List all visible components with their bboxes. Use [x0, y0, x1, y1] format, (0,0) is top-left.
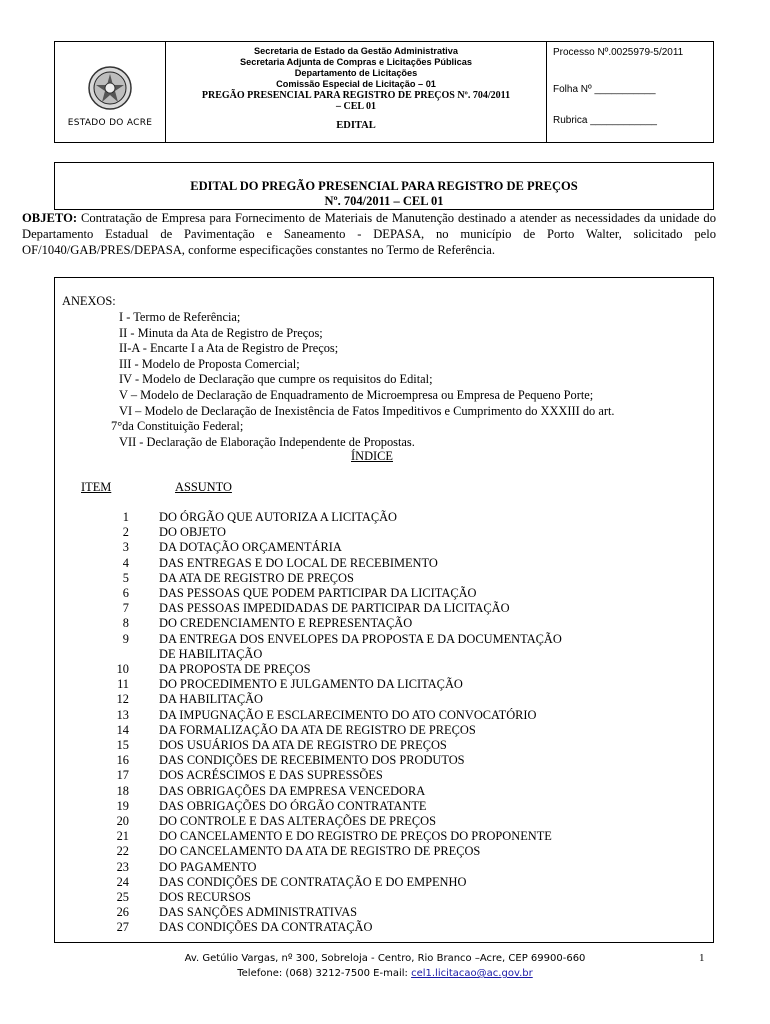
index-row — [55, 768, 715, 783]
index-row — [55, 571, 715, 586]
index-item-number: 5 — [122, 570, 129, 585]
index-item-number: 10 — [116, 662, 129, 677]
index-item-number — [55, 647, 159, 662]
index-item-number: 15 — [116, 738, 129, 753]
annex-item: I - Termo de Referência; — [119, 310, 241, 324]
index-row — [55, 799, 715, 814]
index-item-number: 2 — [122, 525, 129, 540]
index-row — [55, 540, 715, 555]
index-item-number: 1 — [122, 510, 129, 524]
state-seal-icon — [87, 65, 133, 111]
index-row — [55, 875, 715, 890]
index-item-title: DOS USUÁRIOS DA ATA DE REGISTRO DE PREÇOS — [159, 738, 447, 753]
footer-contact — [0, 966, 770, 981]
index-item-title: DE HABILITAÇÃO — [159, 646, 263, 661]
footer-address: Av. Getúlio Vargas, nº 300, Sobreloja - Centro, Rio Branco –Acre, CEP 69900-660 — [184, 953, 586, 964]
pregao-title: PREGÃO PRESENCIAL PARA REGISTRO DE PREÇOS Nº. 704/2011 — [201, 90, 511, 101]
index-row — [55, 829, 715, 844]
page-number: 1 — [699, 952, 705, 964]
index-item-number: 14 — [116, 722, 129, 737]
state-label: ESTADO DO ACRE — [67, 118, 153, 128]
index-item-title: DA HABILITAÇÃO — [159, 692, 263, 707]
index-row — [55, 753, 715, 768]
index-item-number: 24 — [116, 874, 129, 889]
page-footer — [0, 951, 770, 981]
edital-number: Nº. 704/2011 – CEL 01 — [324, 194, 444, 208]
footer-email-link[interactable]: cel1.licitacao@ac.gov.br — [411, 968, 533, 979]
index-row — [55, 616, 715, 631]
index-row — [55, 814, 715, 829]
index-item-title: DA FORMALIZAÇÃO DA ATA DE REGISTRO DE PREÇOS — [159, 722, 476, 737]
indice-heading: ÍNDICE — [351, 449, 393, 463]
index-item-title: DO CANCELAMENTO E DO REGISTRO DE PREÇOS DO PROPONENTE — [159, 829, 552, 844]
index-row — [55, 905, 715, 920]
index-item-number: 19 — [116, 798, 129, 813]
index-row — [55, 586, 715, 601]
folha-field: Folha Nº ___________ — [553, 84, 656, 95]
index-item-number: 26 — [116, 905, 129, 920]
agency-line: Departamento de Licitações — [294, 68, 418, 78]
anexos-title: ANEXOS: — [62, 294, 116, 308]
index-row — [55, 890, 715, 905]
item-column-header: ITEM — [81, 480, 112, 494]
index-row — [55, 708, 715, 723]
index-row — [55, 723, 715, 738]
logo-cell — [55, 42, 166, 142]
index-item-number: 8 — [122, 616, 129, 631]
index-item-title: DO PAGAMENTO — [159, 859, 257, 874]
annex-item-continuation: 7°da Constituição Federal; — [111, 419, 244, 434]
index-item-number: 7 — [122, 601, 129, 616]
annex-item: V – Modelo de Declaração de Enquadramento de Microempresa ou Empresa de Pequeno Porte; — [119, 387, 594, 402]
index-item-title: DO PROCEDIMENTO E JULGAMENTO DA LICITAÇÃO — [159, 677, 463, 692]
edital-title: EDITAL DO PREGÃO PRESENCIAL PARA REGISTRO DE PREÇOS — [190, 179, 578, 193]
index-row — [55, 692, 715, 707]
index-item-number: 3 — [122, 540, 129, 555]
objeto-label: OBJETO: — [22, 211, 78, 225]
edital-title-box — [54, 162, 714, 210]
assunto-column-header: ASSUNTO — [175, 480, 232, 494]
index-item-title: DAS PESSOAS IMPEDIDADAS DE PARTICIPAR DA LICITAÇÃO — [159, 601, 510, 616]
index-item-number: 16 — [116, 753, 129, 768]
footer-phone: Telefone: (068) 3212-7500 E-mail: — [237, 968, 412, 979]
index-row — [55, 920, 715, 935]
index-item-number: 11 — [117, 677, 129, 692]
index-row — [55, 632, 715, 647]
index-item-title: DO CANCELAMENTO DA ATA DE REGISTRO DE PREÇOS — [159, 844, 481, 859]
cel-label: – CEL 01 — [335, 101, 376, 112]
index-item-title: DAS CONDIÇÕES DE CONTRATAÇÃO E DO EMPENHO — [159, 874, 467, 889]
index-item-number: 23 — [116, 859, 129, 874]
index-row — [55, 677, 715, 692]
index-row — [55, 738, 715, 753]
annex-item: II-A - Encarte I a Ata de Registro de Preços; — [119, 341, 339, 356]
index-item-title: DAS ENTREGAS E DO LOCAL DE RECEBIMENTO — [159, 555, 438, 570]
index-item-title: DA ATA DE REGISTRO DE PREÇOS — [159, 570, 354, 585]
index-item-number: 20 — [116, 814, 129, 829]
index-item-number: 12 — [116, 692, 129, 707]
index-row — [55, 784, 715, 799]
header-agency-cell — [166, 42, 547, 142]
index-row — [55, 525, 715, 540]
annex-item: II - Minuta da Ata de Registro de Preços; — [119, 325, 323, 340]
index-item-title: DAS CONDIÇÕES DE RECEBIMENTO DOS PRODUTOS — [159, 753, 465, 768]
agency-line: Secretaria de Estado da Gestão Administrativa — [254, 46, 458, 56]
index-row — [55, 844, 715, 859]
objeto-text: Contratação de Empresa para Fornecimento de Materiais de Manutenção destinado a atender as necessidades da unidade do Departamento Estadual de Pavimentação e Saneamento - DEPASA, no município de Porto Walter, solicitado pelo OF/1040/GAB/PRES/DEPASA, conforme especificações constantes no Termo de Referência. — [22, 211, 716, 257]
edital-label: EDITAL — [336, 120, 376, 131]
index-item-number: 9 — [122, 631, 129, 646]
index-row — [55, 647, 715, 662]
agency-line: Comissão Especial de Licitação – 01 — [276, 79, 436, 89]
index-item-title: DAS CONDIÇÕES DA CONTRATAÇÃO — [159, 920, 373, 935]
header-process-cell — [547, 42, 713, 142]
index-item-title: DO ÓRGÃO QUE AUTORIZA A LICITAÇÃO — [159, 510, 397, 524]
annex-list — [111, 310, 709, 450]
index-row — [55, 601, 715, 616]
index-item-title: DO CONTROLE E DAS ALTERAÇÕES DE PREÇOS — [159, 814, 436, 829]
annex-item: VII - Declaração de Elaboração Independente de Propostas. — [119, 434, 415, 449]
processo-number: Processo Nº.0025979-5/2011 — [553, 47, 684, 58]
index-row — [55, 556, 715, 571]
index-item-number: 22 — [116, 844, 129, 859]
index-row — [55, 860, 715, 875]
index-item-title: DAS OBRIGAÇÕES DO ÓRGÃO CONTRATANTE — [159, 798, 427, 813]
index-item-title: DA PROPOSTA DE PREÇOS — [159, 662, 311, 677]
index-item-number: 18 — [116, 783, 129, 798]
index-row — [55, 662, 715, 677]
index-item-title: DAS SANÇÕES ADMINISTRATIVAS — [159, 905, 358, 920]
document-header — [54, 41, 714, 143]
annex-index-box — [54, 277, 714, 943]
agency-line: Secretaria Adjunta de Compras e Licitações Públicas — [240, 57, 472, 67]
annex-item: IV - Modelo de Declaração que cumpre os requisitos do Edital; — [119, 372, 433, 387]
index-item-number: 27 — [116, 920, 129, 935]
index-item-number: 25 — [116, 890, 129, 905]
index-list — [55, 510, 715, 936]
index-item-title: DO CREDENCIAMENTO E REPRESENTAÇÃO — [159, 616, 413, 631]
index-item-title: DAS PESSOAS QUE PODEM PARTICIPAR DA LICITAÇÃO — [159, 586, 477, 601]
index-item-number: 13 — [116, 707, 129, 722]
index-item-title: DO OBJETO — [159, 525, 226, 540]
index-row — [55, 510, 715, 525]
index-item-title: DOS ACRÉSCIMOS E DAS SUPRESSÕES — [159, 768, 383, 783]
rubrica-field: Rubrica ____________ — [553, 115, 657, 126]
objeto-paragraph — [22, 210, 716, 258]
index-item-title: DA IMPUGNAÇÃO E ESCLARECIMENTO DO ATO CONVOCATÓRIO — [159, 707, 537, 722]
index-item-title: DA DOTAÇÃO ORÇAMENTÁRIA — [159, 540, 342, 555]
index-item-number: 4 — [122, 555, 129, 570]
index-item-title: DOS RECURSOS — [159, 890, 251, 905]
annex-item: VI – Modelo de Declaração de Inexistência de Fatos Impeditivos e Cumprimento do XXXIII do art. — [119, 403, 615, 418]
index-item-title: DA ENTREGA DOS ENVELOPES DA PROPOSTA E DA DOCUMENTAÇÃO — [159, 631, 562, 646]
index-item-title: DAS OBRIGAÇÕES DA EMPRESA VENCEDORA — [159, 783, 426, 798]
index-item-number: 21 — [116, 829, 129, 844]
annex-item: III - Modelo de Proposta Comercial; — [119, 356, 300, 371]
index-item-number: 17 — [116, 768, 129, 783]
index-item-number: 6 — [122, 586, 129, 601]
